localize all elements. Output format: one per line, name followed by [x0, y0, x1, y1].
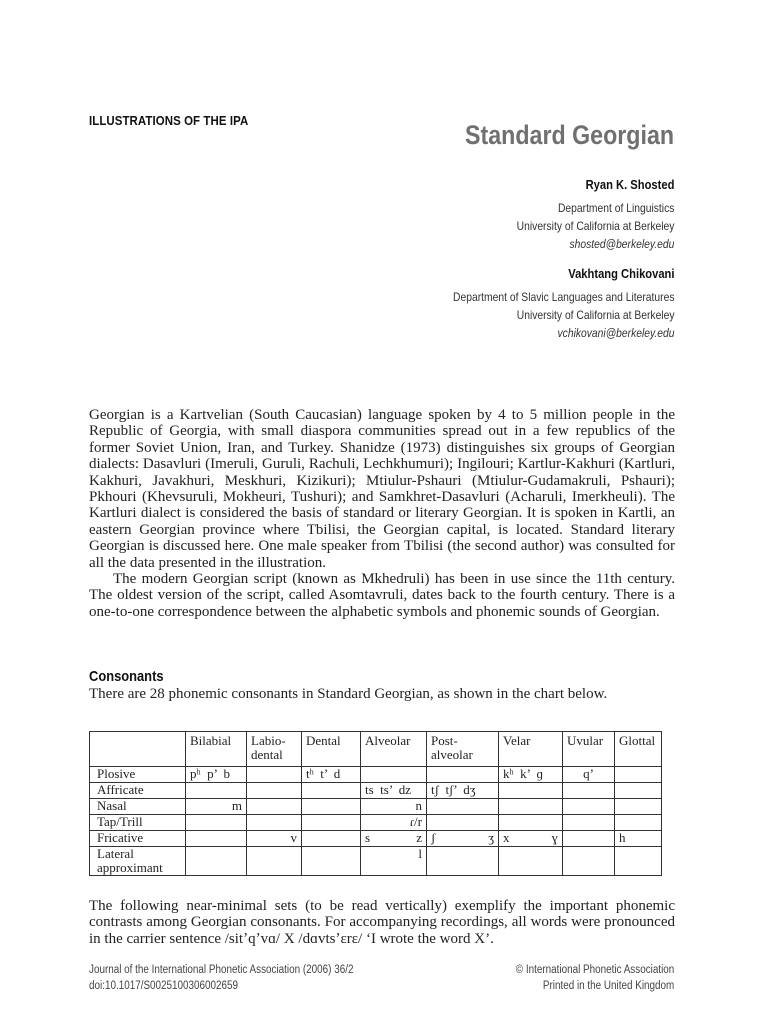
chart-cell: v — [247, 831, 302, 847]
chart-cell: ɾ/r — [361, 815, 427, 831]
intro-paragraph: Georgian is a Kartvelian (South Caucasian) language spoken by 4 to 5 million people in the Republic of Georgia, with small diaspora communities spread out in a few republics of the former Soviet Union, Iran, and Turkey. Shanidze (1973) distinguishes six groups of Georgian dialects: Dasavluri (Imeruli, Guruli, Rachuli, Lechkhumuri); Ingilouri; Kartlur-Kakhuri (Kartluri, Kakhuri, Javakhuri, Meskhuri, Kizikuri); Mtiulur-Pshauri (Mtiulur-Gudamakruli, Pshauri); Pkhouri (Khevsuruli, Mokheuri, Tushuri); and Samkhret-Dasavluri (Acharuli, Imerkheuli). The Kartluri dialect is considered the basis of standard or literary Georgian. It is spoken in Kartli, an eastern Georgian province where Tbilisi, the Georgian capital, is located. Standard literary Georgian is discussed here. One male speaker from Tbilisi (the second author) was consulted for all the data presented in the illustration. — [89, 407, 675, 571]
footer-left — [89, 962, 353, 994]
chart-cell — [427, 847, 499, 876]
author-email[interactable]: shosted@berkeley.edu — [569, 237, 674, 251]
chart-column-header: Alveolar — [361, 732, 427, 767]
chart-cell: tʃ tʃ’ dʒ — [427, 783, 499, 799]
chart-cell — [186, 847, 247, 876]
chart-cell — [247, 767, 302, 783]
chart-symbol: ʒ — [488, 830, 494, 845]
chart-cell — [427, 831, 499, 847]
chart-column-header: Bilabial — [186, 732, 247, 767]
chart-cell: n — [361, 799, 427, 815]
chart-cell — [186, 815, 247, 831]
chart-cell — [247, 799, 302, 815]
chart-cell — [302, 799, 361, 815]
chart-cell: h — [615, 831, 662, 847]
chart-cell — [427, 767, 499, 783]
chart-row-label: Fricative — [90, 831, 186, 847]
chart-cell — [615, 799, 662, 815]
chart-cell — [615, 767, 662, 783]
chart-row — [90, 831, 662, 847]
chart-cell: ts ts’ dz — [361, 783, 427, 799]
author-name: Vakhtang Chikovani — [567, 266, 674, 281]
chart-row-label: Tap/Trill — [90, 815, 186, 831]
chart-row — [90, 815, 662, 831]
chart-cell — [361, 767, 427, 783]
chart-cell — [361, 831, 427, 847]
intro-paragraph: The modern Georgian script (known as Mkhedruli) has been in use since the 11th century. The oldest version of the script, called Asomtavruli, dates back to the fourth century. There is a one-to-one correspondence between the alphabetic symbols and phonemic sounds of Georgian. — [89, 571, 675, 620]
consonant-chart — [89, 731, 662, 876]
chart-cell — [302, 847, 361, 876]
author-block — [453, 266, 674, 342]
chart-cell — [427, 799, 499, 815]
outro-text: The following near-minimal sets (to be read vertically) exemplify the important phonemic contrasts among Georgian consonants. For accompanying recordings, all words were pronounced in the carrier sentence /sitʼqʼvɑ/ X /dɑvtsʼɛrɛ/ ‘I wrote the word X’. — [89, 898, 675, 947]
chart-row-label: Affricate — [90, 783, 186, 799]
chart-row — [90, 783, 662, 799]
chart-column-header: Labio- dental — [247, 732, 302, 767]
author-department: Department of Slavic Languages and Literatures — [452, 290, 674, 304]
chart-column-header: Post- alveolar — [427, 732, 499, 767]
chart-cell — [499, 815, 563, 831]
chart-cell — [615, 847, 662, 876]
chart-cell: l — [361, 847, 427, 876]
chart-corner-cell — [90, 732, 186, 767]
chart-cell: tʰ t’ d — [302, 767, 361, 783]
chart-cell — [563, 815, 615, 831]
section-heading: Consonants — [89, 668, 164, 685]
chart-symbol: s — [365, 830, 371, 845]
chart-symbol: x — [503, 830, 510, 845]
chart-row-label: Nasal — [90, 799, 186, 815]
author-email[interactable]: vchikovani@berkeley.edu — [557, 326, 674, 340]
chart-cell: kʰ k’ ɡ — [499, 767, 563, 783]
chart-cell: q’ — [563, 767, 615, 783]
doi: doi:10.1017/S0025100306002659 — [89, 980, 239, 992]
chart-cell — [615, 783, 662, 799]
author-department: Department of Linguistics — [557, 201, 674, 215]
chart-cell — [186, 831, 247, 847]
author-institution: University of California at Berkeley — [516, 308, 674, 322]
chart-column-header: Glottal — [615, 732, 662, 767]
article-title: Standard Georgian — [464, 120, 674, 150]
chart-cell — [247, 847, 302, 876]
intro-text — [89, 407, 675, 620]
author-institution: University of California at Berkeley — [516, 219, 674, 233]
chart-cell — [427, 815, 499, 831]
chart-cell — [247, 783, 302, 799]
chart-column-header: Uvular — [563, 732, 615, 767]
chart-cell — [499, 831, 563, 847]
chart-cell — [499, 783, 563, 799]
chart-row-label: Lateral approximant — [90, 847, 186, 876]
section-text: There are 28 phonemic consonants in Standard Georgian, as shown in the chart below. — [89, 686, 608, 702]
chart-cell — [302, 815, 361, 831]
chart-cell — [615, 815, 662, 831]
chart-cell — [247, 815, 302, 831]
chart-cell: pʰ p’ b — [186, 767, 247, 783]
chart-cell — [302, 831, 361, 847]
chart-symbol: z — [416, 830, 422, 845]
chart-cell — [563, 799, 615, 815]
chart-cell — [563, 783, 615, 799]
chart-row — [90, 799, 662, 815]
copyright: © International Phonetic Association — [515, 964, 674, 976]
footer-right — [516, 962, 674, 994]
chart-cell: m — [186, 799, 247, 815]
chart-cell — [302, 783, 361, 799]
chart-header-row — [90, 732, 662, 767]
journal-citation: Journal of the International Phonetic Association (2006) 36/2 — [89, 964, 354, 976]
chart-cell — [563, 831, 615, 847]
chart-cell — [499, 799, 563, 815]
chart-cell — [499, 847, 563, 876]
chart-symbol: ʃ — [431, 830, 436, 845]
chart-row-label: Plosive — [90, 767, 186, 783]
chart-column-header: Dental — [302, 732, 361, 767]
chart-symbol: ɣ — [551, 830, 558, 845]
chart-row — [90, 847, 662, 876]
chart-cell — [186, 783, 247, 799]
printed-in: Printed in the United Kingdom — [542, 980, 674, 992]
author-name: Ryan K. Shosted — [585, 177, 674, 192]
author-block — [516, 177, 674, 253]
chart-column-header: Velar — [499, 732, 563, 767]
chart-row — [90, 767, 662, 783]
chart-cell — [563, 847, 615, 876]
series-label: ILLUSTRATIONS OF THE IPA — [89, 113, 249, 128]
